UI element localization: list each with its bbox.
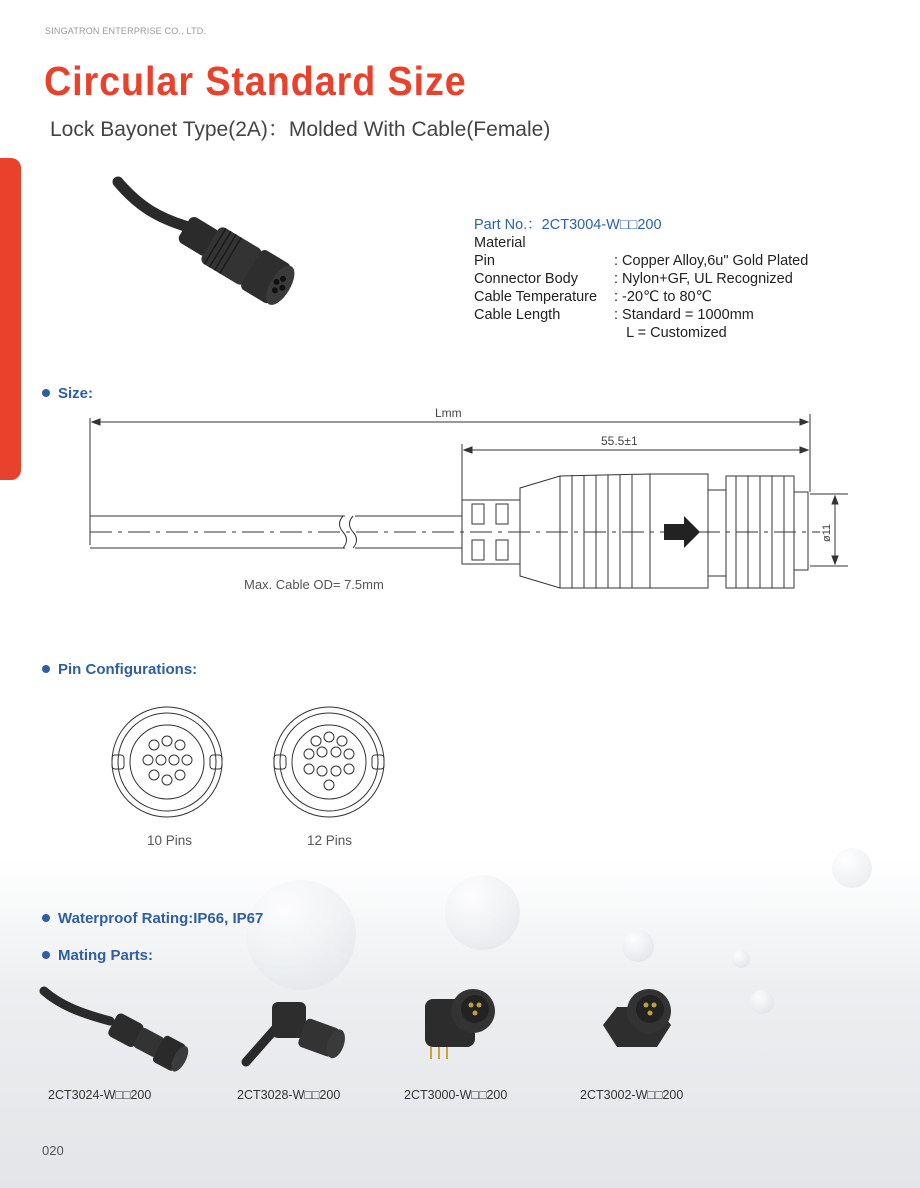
mating-part-label: 2CT3000-W□□200 — [404, 1088, 508, 1102]
spec-row — [474, 288, 808, 306]
spec-row — [474, 270, 808, 288]
section-heading: Mating Parts: — [58, 947, 154, 964]
pin-label-10: 10 Pins — [147, 833, 193, 848]
decor-orb — [732, 950, 750, 968]
connector-photo — [110, 178, 320, 328]
bullet-icon — [42, 665, 50, 673]
mating-part-photo-2 — [238, 992, 368, 1072]
dim-total-label: Lmm — [435, 406, 462, 420]
spec-value: : Standard = 1000mm — [614, 307, 754, 323]
spec-material-label: Material — [474, 235, 526, 251]
section-waterproof — [42, 910, 263, 927]
cable-od-note: Max. Cable OD= 7.5mm — [244, 577, 384, 592]
spec-row — [474, 306, 808, 324]
mating-part-label: 2CT3024-W□□200 — [48, 1088, 152, 1102]
decor-orb — [750, 990, 774, 1014]
mating-part-photo-1 — [40, 985, 190, 1075]
mating-part-label: 2CT3002-W□□200 — [580, 1088, 684, 1102]
pin-diagram-12 — [272, 705, 387, 820]
spec-key: Pin — [474, 253, 495, 269]
section-heading: Size: — [58, 385, 94, 402]
dim-connector-label: 55.5±1 — [601, 434, 638, 448]
pin-label-12: 12 Pins — [307, 833, 353, 848]
page-title: Circular Standard Size — [44, 58, 467, 104]
section-mating — [42, 947, 153, 964]
section-heading: Pin Configurations: — [58, 661, 198, 678]
spec-value: : Nylon+GF, UL Recognized — [614, 271, 793, 287]
bullet-icon — [42, 389, 50, 397]
part-number: Part No.：2CT3004-W□□200 — [474, 217, 662, 233]
page-subtitle: Lock Bayonet Type(2A)：Molded With Cable(Female) — [50, 118, 551, 141]
pin-diagram-10 — [110, 705, 225, 820]
spec-value: : Copper Alloy,6u" Gold Plated — [614, 253, 809, 269]
spec-key: Cable Length — [474, 307, 561, 323]
decor-orb — [622, 930, 654, 962]
spec-row — [474, 324, 808, 342]
spec-key: Cable Temperature — [474, 289, 598, 305]
bullet-icon — [42, 951, 50, 959]
decor-orb — [445, 875, 520, 950]
spec-row — [474, 252, 808, 270]
page-number: 020 — [42, 1143, 64, 1158]
decor-orb — [246, 880, 356, 990]
company-name: SINGATRON ENTERPRISE CO., LTD. — [45, 26, 207, 36]
section-pins — [42, 661, 197, 678]
spec-block — [474, 216, 808, 342]
decor-orb — [832, 848, 872, 888]
bullet-icon — [42, 914, 50, 922]
mating-part-photo-3 — [415, 985, 510, 1065]
spec-value: : -20℃ to 80℃ — [614, 289, 712, 305]
spec-key: Connector Body — [474, 271, 578, 287]
arrow-icon — [664, 516, 700, 548]
mating-part-label: 2CT3028-W□□200 — [237, 1088, 341, 1102]
dimension-drawing — [0, 400, 920, 600]
spec-value: L = Customized — [614, 325, 727, 341]
section-heading: Waterproof Rating:IP66, IP67 — [58, 910, 264, 927]
mating-part-photo-4 — [595, 985, 690, 1065]
dim-diameter-label: ø11 — [821, 523, 833, 542]
spec-key — [474, 324, 614, 342]
